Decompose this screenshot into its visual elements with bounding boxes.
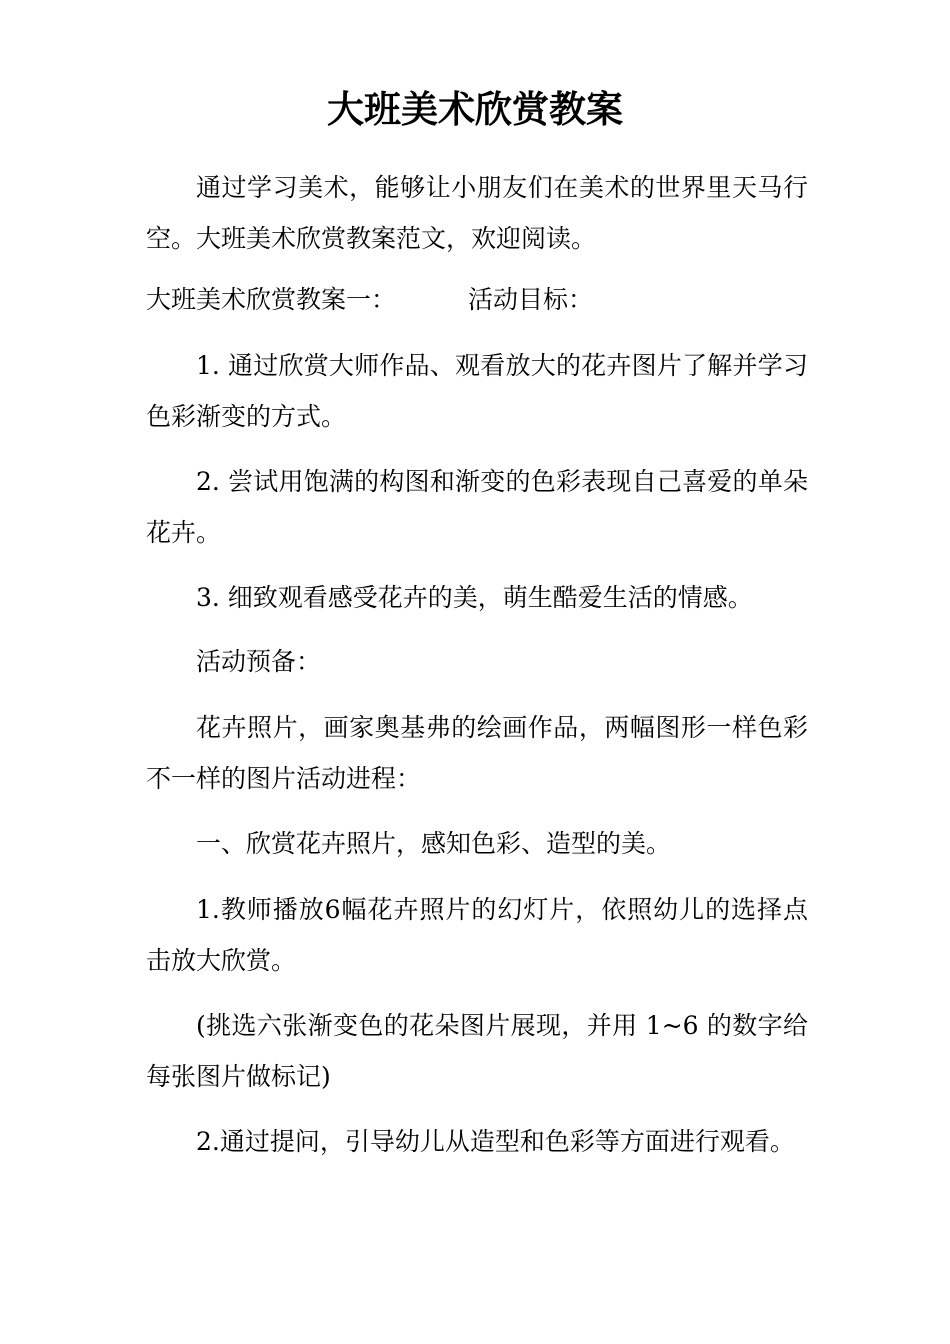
goal-1-paragraph: 1. 通过欣赏大师作品、观看放大的花卉图片了解并学习色彩渐变的方式。	[146, 351, 808, 431]
document-title: 大班美术欣赏教案	[327, 87, 623, 131]
prep-paragraph: 花卉照片，画家奥基弗的绘画作品，两幅图形一样色彩不一样的图片活动进程：	[146, 713, 808, 793]
step-1-2-paragraph: 2.通过提问，引导幼儿从造型和色彩等方面进行观看。	[196, 1127, 795, 1156]
section-label: 大班美术欣赏教案一：	[146, 285, 397, 314]
prep-label: 活动预备：	[196, 647, 322, 676]
goals-label: 活动目标：	[468, 285, 594, 314]
step-1-note-paragraph: (挑选六张渐变色的花朵图片展现，并用 1~6 的数字给每张图片做标记)	[146, 1011, 808, 1091]
goal-3-paragraph: 3. 细致观看感受花卉的美，萌生酷爱生活的情感。	[196, 583, 753, 612]
step-1-1-paragraph: 1.教师播放6幅花卉照片的幻灯片，依照幼儿的选择点击放大欣赏。	[146, 895, 808, 975]
section-heading-row	[146, 278, 808, 322]
intro-paragraph: 通过学习美术，能够让小朋友们在美术的世界里天马行空。大班美术欣赏教案范文，欢迎阅读。	[146, 173, 808, 253]
goal-2-paragraph: 2. 尝试用饱满的构图和渐变的色彩表现自己喜爱的单朵花卉。	[146, 467, 808, 547]
step-1-heading: 一、欣赏花卉照片，感知色彩、造型的美。	[196, 829, 672, 858]
